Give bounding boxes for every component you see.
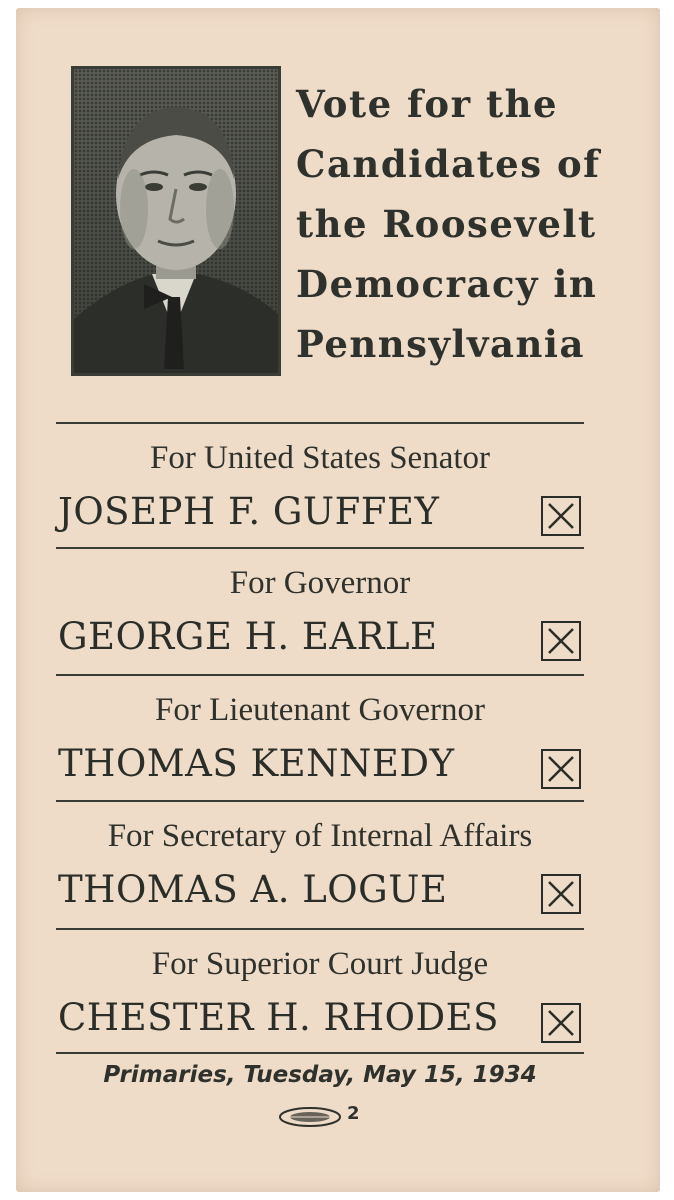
office-title-senator: For United States Senator xyxy=(149,440,491,476)
x-mark-icon xyxy=(543,623,579,659)
headline xyxy=(296,74,601,374)
divider xyxy=(56,674,584,676)
x-mark-icon xyxy=(543,1005,579,1041)
x-mark-icon xyxy=(543,498,579,534)
x-mark-icon xyxy=(543,876,579,912)
x-mark-icon xyxy=(543,751,579,787)
candidate-name-senator: JOSEPH F. GUFFEY xyxy=(58,490,440,533)
candidate-name-superior-court: CHESTER H. RHODES xyxy=(58,996,500,1039)
office-title-lieutenant-governor: For Lieutenant Governor xyxy=(155,692,485,728)
divider xyxy=(56,1052,584,1054)
divider xyxy=(56,928,584,930)
vote-checkbox-governor[interactable] xyxy=(541,621,581,661)
candidate-portrait-image xyxy=(71,66,281,376)
portrait-illustration xyxy=(74,69,278,373)
candidate-name-lieutenant-governor: THOMAS KENNEDY xyxy=(58,742,455,785)
divider xyxy=(56,547,584,549)
union-label-number: 2 xyxy=(347,1103,360,1124)
candidate-name-internal-affairs: THOMAS A. LOGUE xyxy=(58,868,448,911)
headline-line: Candidates of xyxy=(296,142,601,186)
primary-date-line: Primaries, Tuesday, May 15, 1934 xyxy=(103,1062,537,1088)
divider xyxy=(56,800,584,802)
vote-checkbox-senator[interactable] xyxy=(541,496,581,536)
vote-checkbox-superior-court[interactable] xyxy=(541,1003,581,1043)
headline-line: Vote for the xyxy=(296,82,559,126)
vote-checkbox-lieutenant-governor[interactable] xyxy=(541,749,581,789)
office-title-governor: For Governor xyxy=(229,565,411,601)
office-title-superior-court: For Superior Court Judge xyxy=(151,946,489,982)
office-title-internal-affairs: For Secretary of Internal Affairs xyxy=(107,818,533,854)
candidate-name-governor: GEORGE H. EARLE xyxy=(58,615,438,658)
vote-checkbox-internal-affairs[interactable] xyxy=(541,874,581,914)
headline-line: Democracy in xyxy=(296,262,598,306)
divider xyxy=(56,422,584,424)
union-label-icon xyxy=(278,1106,342,1128)
headline-line: Pennsylvania xyxy=(296,322,585,366)
headline-line: the Roosevelt xyxy=(296,202,597,246)
